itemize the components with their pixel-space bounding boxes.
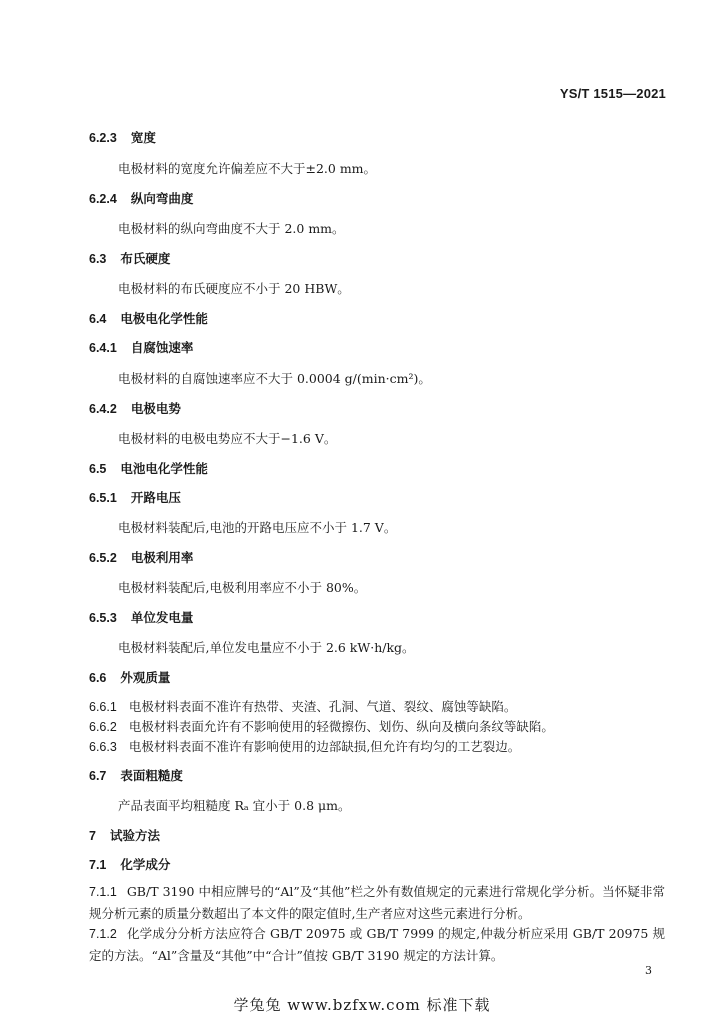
item-text: 电极材料表面不准许有热带、夹渣、孔洞、气道、裂纹、腐蚀等缺陷。 [128,699,517,714]
section-heading [89,766,183,784]
item-number: 7.1.2 [89,927,117,941]
section-title: 布氏硬度 [120,252,171,266]
list-item [89,697,516,715]
item-text: 电极材料表面不准许有影响使用的边部缺损,但允许有均匀的工艺裂边。 [128,739,521,754]
paragraph-item [89,923,665,966]
item-number: 6.6.1 [89,700,117,714]
section-heading [89,855,170,873]
section-number: 6.6 [89,671,107,685]
section-title: 单位发电量 [130,611,194,625]
section-title: 电极利用率 [130,551,194,565]
section-heading [89,249,170,267]
item-number: 7.1.1 [89,885,117,899]
section-text: 产品表面平均粗糙度 Rₐ 宜小于 0.8 μm。 [118,798,351,813]
list-item [89,717,554,735]
section-heading [89,399,181,417]
section-title: 自腐蚀速率 [130,341,194,355]
item-text: GB/T 3190 中相应牌号的“Al”及“其他”栏之外有数值规定的元素进行常规化学分析。当怀疑非常规分析元素的质量分数超出了本文件的限定值时,生产者应对这些元素进行分析。 [89,884,665,921]
section-heading [89,668,170,686]
section-title: 电极电势 [130,402,181,416]
section-number: 6.5.1 [89,491,117,505]
section-text: 电极材料装配后,电极利用率应不小于 80%。 [118,580,367,595]
section-number: 6.4 [89,312,107,326]
section-text: 电极材料装配后,电池的开路电压应不小于 1.7 V。 [118,520,397,535]
section-number: 6.2.4 [89,192,117,206]
section-title: 开路电压 [130,491,181,505]
section-number: 6.5 [89,462,107,476]
section-title: 化学成分 [120,858,171,872]
section-number: 7.1 [89,858,107,872]
section-text: 电极材料的布氏硬度应不小于 20 HBW。 [118,281,350,296]
section-title: 电池电化学性能 [120,462,208,476]
section-number: 6.5.3 [89,611,117,625]
item-number: 6.6.2 [89,720,117,734]
section-title: 外观质量 [120,671,171,685]
chapter-heading [89,826,160,844]
section-number: 6.4.2 [89,402,117,416]
section-text: 电极材料的自腐蚀速率应不大于 0.0004 g/(min·cm²)。 [118,371,431,386]
section-number: 6.2.3 [89,131,117,145]
section-title: 宽度 [130,131,156,145]
standard-code: YS/T 1515—2021 [559,86,666,101]
section-text: 电极材料装配后,单位发电量应不小于 2.6 kW·h/kg。 [118,640,415,655]
chapter-number: 7 [89,829,96,843]
section-heading [89,608,193,626]
section-number: 6.4.1 [89,341,117,355]
section-heading [89,488,181,506]
item-text: 电极材料表面允许有不影响使用的轻微擦伤、划伤、纵向及横向条纹等缺陷。 [128,719,554,734]
item-text: 化学成分分析方法应符合 GB/T 20975 或 GB/T 7999 的规定,仲裁分析应采用 GB/T 20975 规定的方法。“Al”含量及“其他”中“合计”值按 GB/T 3190 规定的方法计算。 [89,926,665,963]
page-number: 3 [645,964,652,977]
section-text: 电极材料的电极电势应不大于−1.6 V。 [118,431,337,446]
item-number: 6.6.3 [89,740,117,754]
section-heading [89,548,193,566]
chapter-title: 试验方法 [109,829,160,843]
section-heading [89,309,208,327]
footer-watermark: 学兔兔 www.bzfxw.com 标准下载 [233,996,491,1014]
section-title: 电极电化学性能 [120,312,208,326]
section-heading [89,189,193,207]
section-title: 表面粗糙度 [120,769,183,783]
paragraph-item [89,881,665,924]
section-heading [89,128,156,146]
section-number: 6.3 [89,252,107,266]
section-text: 电极材料的纵向弯曲度不大于 2.0 mm。 [118,221,345,236]
section-number: 6.5.2 [89,551,117,565]
list-item [89,737,520,755]
section-title: 纵向弯曲度 [130,192,194,206]
section-text: 电极材料的宽度允许偏差应不大于±2.0 mm。 [118,161,377,176]
section-number: 6.7 [89,769,107,783]
section-heading [89,459,208,477]
section-heading [89,338,193,356]
